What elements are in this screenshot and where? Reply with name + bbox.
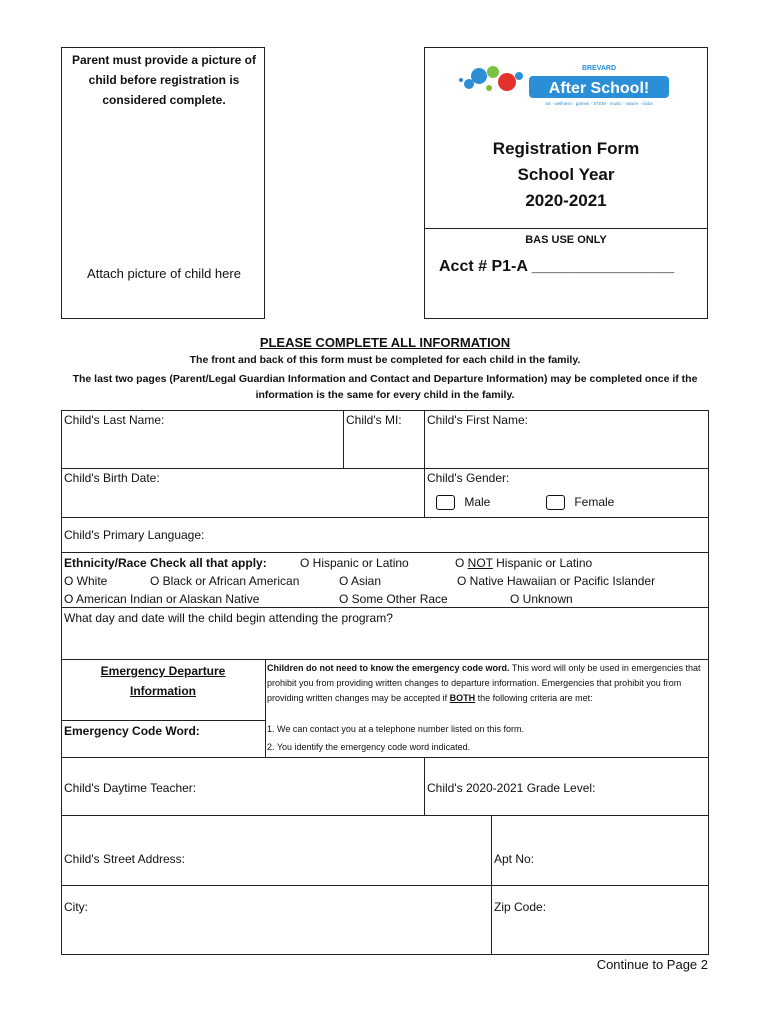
form-header-box	[424, 47, 708, 319]
instructions-heading: PLEASE COMPLETE ALL INFORMATION	[259, 335, 511, 350]
male-checkbox[interactable]	[436, 495, 455, 510]
bas-use-only-label: BAS USE ONLY	[525, 234, 607, 246]
photo-requirement-note: Parent must provide a picture of child before registration is considered complete.	[71, 53, 257, 107]
not-hispanic-not: NOT	[467, 556, 493, 570]
grid-line	[491, 815, 492, 954]
ethnicity-not-hispanic-option[interactable]	[455, 556, 592, 570]
attach-photo-label: Attach picture of child here	[87, 266, 241, 281]
race-white-option[interactable]: O White	[64, 574, 108, 588]
gender-label: Child's Gender:	[427, 471, 510, 485]
female-label: Female	[574, 495, 615, 509]
grid-right-border	[708, 410, 709, 955]
grid-line	[424, 410, 425, 517]
bas-divider	[425, 228, 707, 229]
daytime-teacher-field[interactable]: Child's Daytime Teacher:	[64, 781, 197, 795]
emergency-both-text: BOTH	[449, 693, 476, 703]
emergency-title-line-2: Information	[130, 684, 196, 698]
not-hispanic-prefix: O	[455, 556, 468, 570]
race-other-option[interactable]: O Some Other Race	[339, 592, 448, 606]
last-name-field[interactable]: Child's Last Name:	[64, 413, 165, 427]
street-address-field[interactable]: Child's Street Address:	[64, 852, 186, 866]
emergency-bold-text: Children do not need to know the emergency code word.	[267, 663, 510, 673]
gender-male-option[interactable]	[436, 495, 490, 510]
start-day-field[interactable]: What day and date will the child begin attending the program?	[64, 611, 393, 625]
apt-number-field[interactable]: Apt No:	[494, 852, 535, 866]
emergency-departure-title	[61, 661, 265, 701]
race-asian-option[interactable]: O Asian	[339, 574, 382, 588]
grade-level-field[interactable]: Child's 2020-2021 Grade Level:	[427, 781, 596, 795]
logo-main-text: After School!	[548, 80, 650, 97]
instructions-line-2: The last two pages (Parent/Legal Guardian Information and Contact and Departure Information) may be completed once if the information is the same for every child in the family.	[72, 373, 698, 401]
emergency-title-line-1: Emergency Departure	[100, 664, 226, 678]
grid-line	[61, 659, 709, 660]
emergency-body-text-2: the following criteria are met:	[475, 693, 593, 703]
account-number-field[interactable]: Acct # P1-A ________________	[439, 258, 675, 275]
ethnicity-label: Ethnicity/Race Check all that apply:	[64, 556, 267, 570]
race-hawaiian-option[interactable]: O Native Hawaiian or Pacific Islander	[457, 574, 656, 588]
grid-line	[61, 410, 709, 411]
ethnicity-hispanic-option[interactable]: O Hispanic or Latino	[300, 556, 409, 570]
birth-date-field[interactable]: Child's Birth Date:	[64, 471, 160, 485]
city-field[interactable]: City:	[64, 900, 88, 914]
first-name-field[interactable]: Child's First Name:	[427, 413, 528, 427]
logo-small-text: BREVARD	[581, 65, 617, 72]
grid-line	[61, 517, 709, 518]
grid-line	[61, 720, 265, 721]
not-hispanic-suffix: Hispanic or Latino	[492, 556, 593, 570]
female-checkbox[interactable]	[546, 495, 565, 510]
grid-line	[61, 815, 709, 816]
male-label: Male	[464, 495, 491, 509]
title-line-2: School Year	[517, 165, 615, 184]
grid-line	[61, 468, 709, 469]
logo-tagline: art · wellness · games · STEM · music · nature · clubs	[545, 101, 653, 106]
registration-title	[425, 136, 707, 214]
gender-female-option[interactable]	[546, 495, 614, 510]
zip-code-field[interactable]: Zip Code:	[494, 900, 547, 914]
grid-line	[61, 954, 709, 955]
brevard-after-school-logo	[453, 58, 681, 106]
title-line-3: 2020-2021	[525, 191, 607, 210]
continue-to-page-2: Continue to Page 2	[596, 957, 708, 972]
emergency-body-text: This word will only be used in emergencies that prohibit you from providing written changes to departure information. Emergencies that prohibit you from providing written changes may be accepted if	[267, 663, 701, 703]
emergency-code-word-field[interactable]: Emergency Code Word:	[64, 724, 200, 738]
instructions-line-1: The front and back of this form must be completed for each child in the family.	[189, 354, 581, 366]
photo-box	[61, 47, 265, 319]
emergency-info-text	[267, 661, 705, 706]
criteria-2: 2. You identify the emergency code word indicated.	[267, 742, 471, 752]
grid-line	[61, 885, 709, 886]
grid-line	[61, 552, 709, 553]
criteria-1: 1. We can contact you at a telephone number listed on this form.	[267, 724, 524, 734]
middle-initial-field[interactable]: Child's MI:	[346, 413, 402, 427]
grid-line	[61, 757, 709, 758]
title-line-1: Registration Form	[492, 139, 640, 158]
race-black-option[interactable]: O Black or African American	[150, 574, 300, 588]
grid-line	[61, 607, 709, 608]
race-unknown-option[interactable]: O Unknown	[510, 592, 573, 606]
race-american-indian-option[interactable]: O American Indian or Alaskan Native	[64, 592, 260, 606]
grid-line	[343, 410, 344, 468]
grid-line	[265, 659, 266, 757]
primary-language-field[interactable]: Child's Primary Language:	[64, 528, 205, 542]
grid-line	[424, 757, 425, 815]
